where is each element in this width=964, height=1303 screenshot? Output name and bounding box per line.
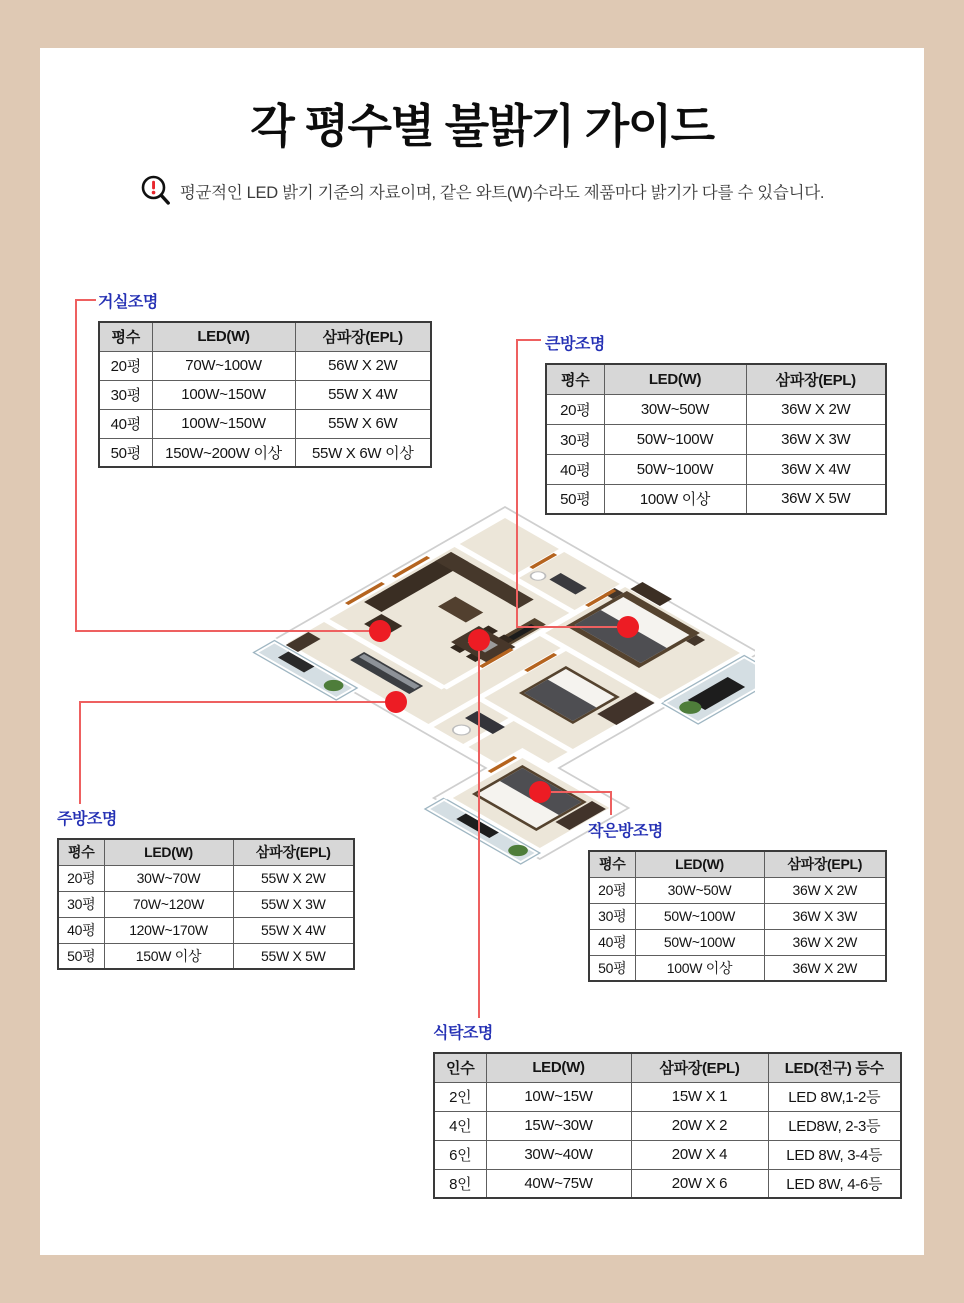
table-cell: 100W~150W — [152, 380, 295, 409]
table-row — [546, 484, 886, 514]
column-header: 인수 — [434, 1053, 486, 1082]
table-cell: 70W~100W — [152, 351, 295, 380]
table-cell: 15W~30W — [486, 1111, 631, 1140]
bigroom-lighting-table — [545, 363, 887, 515]
table-cell: 40평 — [58, 917, 104, 943]
table-cell: 56W X 2W — [295, 351, 431, 380]
notice-text: 평균적인 LED 밝기 기준의 자료이며, 같은 와트(W)수라도 제품마다 밝기가 다를 수 있습니다. — [179, 183, 825, 202]
column-header: LED(전구) 등수 — [768, 1053, 901, 1082]
column-header: 삼파장(EPL) — [233, 839, 354, 865]
table-cell: LED8W, 2-3등 — [768, 1111, 901, 1140]
table-cell: 36W X 2W — [764, 877, 886, 903]
table-cell: 10W~15W — [486, 1082, 631, 1111]
table-cell: LED 8W,1-2등 — [768, 1082, 901, 1111]
table-cell: 70W~120W — [104, 891, 233, 917]
table-cell: 30평 — [58, 891, 104, 917]
column-header: LED(W) — [486, 1053, 631, 1082]
table-cell: 40평 — [589, 929, 635, 955]
table-cell: 55W X 3W — [233, 891, 354, 917]
table-cell: 40W~75W — [486, 1169, 631, 1198]
table-row — [58, 917, 354, 943]
column-header: 삼파장(EPL) — [746, 364, 886, 394]
table-cell: 50W~100W — [604, 454, 746, 484]
table-cell: 55W X 4W — [295, 380, 431, 409]
column-header: LED(W) — [152, 322, 295, 351]
table-cell: 50W~100W — [604, 424, 746, 454]
table-row — [58, 943, 354, 969]
table-row — [58, 891, 354, 917]
table-row — [589, 955, 886, 981]
table-cell: 36W X 4W — [746, 454, 886, 484]
table-row — [58, 865, 354, 891]
table-cell: 30W~50W — [604, 394, 746, 424]
table-row — [99, 409, 431, 438]
table-cell: 30평 — [589, 903, 635, 929]
magnifier-exclamation-icon — [140, 174, 171, 207]
table-cell: 36W X 3W — [746, 424, 886, 454]
column-header: 평수 — [589, 851, 635, 877]
table-row — [546, 454, 886, 484]
table-row — [589, 929, 886, 955]
table-cell: 20평 — [589, 877, 635, 903]
living-lighting-table — [98, 321, 432, 468]
bigroom-lighting-section — [545, 331, 887, 515]
column-header: 삼파장(EPL) — [295, 322, 431, 351]
table-cell: 36W X 2W — [764, 955, 886, 981]
table-row — [99, 351, 431, 380]
column-header: 평수 — [546, 364, 604, 394]
table-cell: 30평 — [99, 380, 152, 409]
table-row — [99, 380, 431, 409]
table-cell: 40평 — [546, 454, 604, 484]
table-cell: 100W 이상 — [635, 955, 764, 981]
column-header: LED(W) — [604, 364, 746, 394]
table-cell: 30W~70W — [104, 865, 233, 891]
table-cell: 55W X 5W — [233, 943, 354, 969]
column-header: 삼파장(EPL) — [764, 851, 886, 877]
table-cell: 50평 — [99, 438, 152, 467]
table-cell: 50평 — [546, 484, 604, 514]
table-cell: 6인 — [434, 1140, 486, 1169]
table-cell: 20W X 6 — [631, 1169, 768, 1198]
table-cell: LED 8W, 3-4등 — [768, 1140, 901, 1169]
table-row — [434, 1082, 901, 1111]
table-cell: 100W 이상 — [604, 484, 746, 514]
column-header: 평수 — [99, 322, 152, 351]
table-cell: 55W X 6W — [295, 409, 431, 438]
header-row — [99, 322, 431, 351]
table-row — [99, 438, 431, 467]
table-cell: 36W X 3W — [764, 903, 886, 929]
table-cell: 20W X 2 — [631, 1111, 768, 1140]
table-cell: 8인 — [434, 1169, 486, 1198]
table-cell: 150W 이상 — [104, 943, 233, 969]
header-row — [434, 1053, 901, 1082]
table-cell: 30W~50W — [635, 877, 764, 903]
table-cell: 120W~170W — [104, 917, 233, 943]
table-cell: 36W X 2W — [746, 394, 886, 424]
table-row — [589, 877, 886, 903]
table-cell: 55W X 2W — [233, 865, 354, 891]
page-title: 각 평수별 불밝기 가이드 — [250, 100, 714, 152]
table-row — [434, 1111, 901, 1140]
dining-lighting-section — [433, 1020, 902, 1199]
header-row — [58, 839, 354, 865]
column-header: LED(W) — [104, 839, 233, 865]
header-row — [546, 364, 886, 394]
table-cell: 55W X 4W — [233, 917, 354, 943]
table-cell: 40평 — [99, 409, 152, 438]
dining-lighting-label: 식탁조명 — [433, 1025, 493, 1042]
kitchen-lighting-label: 주방조명 — [57, 811, 117, 828]
notice-row — [0, 174, 964, 207]
table-cell: 150W~200W 이상 — [152, 438, 295, 467]
living-lighting-section — [98, 289, 432, 468]
living-lighting-label: 거실조명 — [98, 294, 158, 311]
table-cell: 55W X 6W 이상 — [295, 438, 431, 467]
table-row — [546, 424, 886, 454]
table-cell: 2인 — [434, 1082, 486, 1111]
dining-lighting-table — [433, 1052, 902, 1199]
column-header: 평수 — [58, 839, 104, 865]
kitchen-lighting-table — [57, 838, 355, 970]
table-cell: 30W~40W — [486, 1140, 631, 1169]
table-cell: 4인 — [434, 1111, 486, 1140]
table-cell: 20W X 4 — [631, 1140, 768, 1169]
table-cell: 36W X 5W — [746, 484, 886, 514]
table-cell: 50평 — [58, 943, 104, 969]
table-cell: 50W~100W — [635, 903, 764, 929]
table-cell: 15W X 1 — [631, 1082, 768, 1111]
table-cell: 20평 — [58, 865, 104, 891]
header-row — [589, 851, 886, 877]
table-row — [546, 394, 886, 424]
table-row — [434, 1169, 901, 1198]
column-header: 삼파장(EPL) — [631, 1053, 768, 1082]
table-row — [434, 1140, 901, 1169]
table-cell: 50W~100W — [635, 929, 764, 955]
smallroom-lighting-section — [588, 818, 887, 982]
kitchen-lighting-section — [57, 806, 355, 970]
table-cell: 50평 — [589, 955, 635, 981]
table-cell: 30평 — [546, 424, 604, 454]
table-cell: LED 8W, 4-6등 — [768, 1169, 901, 1198]
table-cell: 100W~150W — [152, 409, 295, 438]
smallroom-lighting-label: 작은방조명 — [588, 823, 663, 840]
column-header: LED(W) — [635, 851, 764, 877]
table-cell: 36W X 2W — [764, 929, 886, 955]
table-row — [589, 903, 886, 929]
table-cell: 20평 — [546, 394, 604, 424]
bigroom-lighting-label: 큰방조명 — [545, 336, 605, 353]
table-cell: 20평 — [99, 351, 152, 380]
smallroom-lighting-table — [588, 850, 887, 982]
